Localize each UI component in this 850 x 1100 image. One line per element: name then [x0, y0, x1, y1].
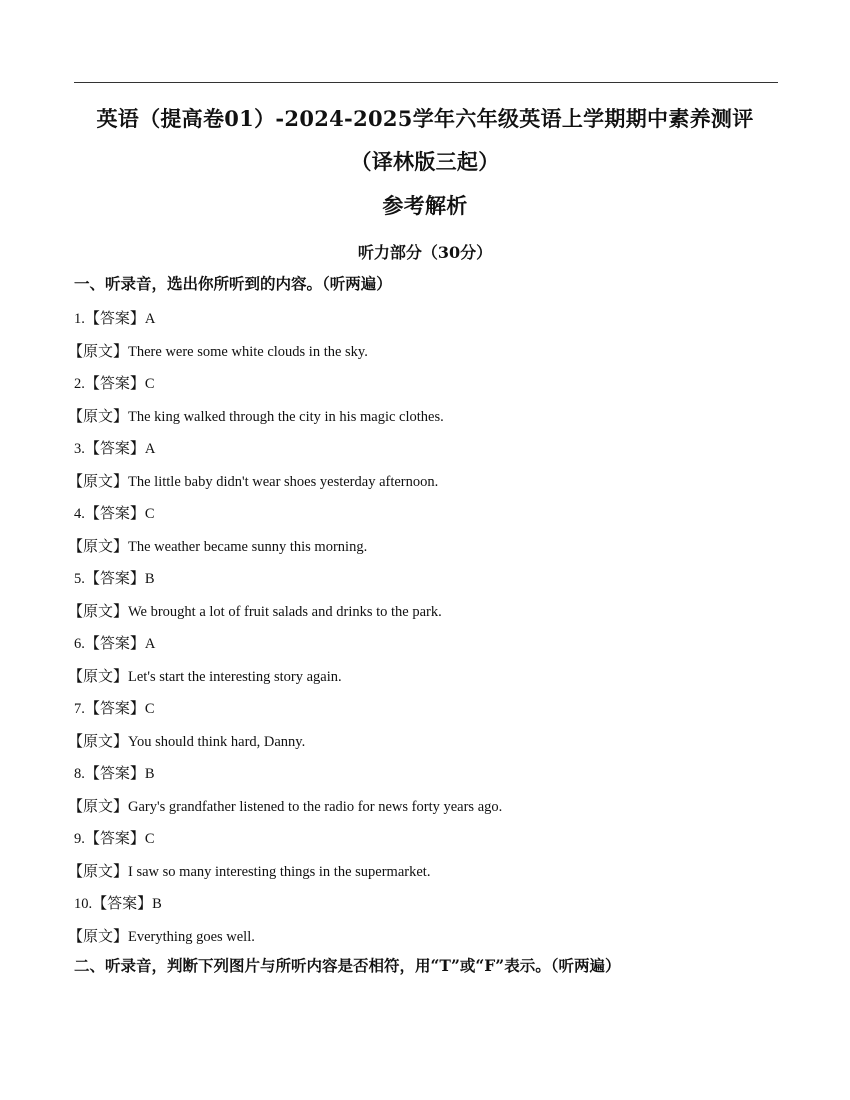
original-row: [68, 858, 778, 891]
answer-value: C: [144, 701, 155, 717]
original-text: Gary's grandfather listened to the radio for news forty years ago.: [128, 798, 503, 815]
header-rule: [74, 82, 778, 83]
item-number: 4.: [74, 506, 85, 522]
answer-row: [74, 500, 778, 533]
answer-list: [68, 305, 778, 955]
doc-subtitle: （译林版三起）: [350, 149, 500, 174]
original-tag: 【原文】: [68, 731, 129, 750]
part1-heading: 一、听录音，选出你所听到的内容。（听两遍）: [74, 274, 392, 293]
original-tag: 【原文】: [68, 471, 129, 490]
answer-value: C: [144, 831, 155, 847]
item-number: 3.: [74, 441, 85, 457]
answer-tag: 【答案】: [84, 374, 145, 392]
original-tag: 【原文】: [68, 926, 129, 945]
answer-value: B: [144, 571, 155, 587]
answer-row: [74, 565, 778, 598]
answer-row: [74, 630, 778, 663]
original-row: [68, 338, 778, 371]
original-text: We brought a lot of fruit salads and drinks to the park.: [128, 603, 442, 620]
answer-tag: 【答案】: [84, 829, 145, 847]
original-text: I saw so many interesting things in the supermarket.: [128, 863, 431, 880]
answer-value: A: [144, 636, 156, 652]
answer-value: A: [144, 441, 156, 457]
original-tag: 【原文】: [68, 601, 129, 620]
answer-tag: 【答案】: [84, 699, 145, 717]
original-row: [68, 403, 778, 436]
answer-row: [74, 695, 778, 728]
answer-value: C: [144, 376, 155, 392]
answer-tag: 【答案】: [84, 309, 145, 327]
original-text: There were some white clouds in the sky.: [128, 343, 368, 360]
answer-row: [74, 825, 778, 858]
original-tag: 【原文】: [68, 406, 129, 425]
original-tag: 【原文】: [68, 666, 129, 685]
doc-answer-key-title: 参考解析: [382, 193, 468, 218]
answer-row: [74, 370, 778, 403]
original-row: [68, 728, 778, 761]
answer-row: [74, 890, 778, 923]
answer-tag: 【答案】: [84, 634, 145, 652]
item-number: 5.: [74, 571, 85, 587]
original-text: The little baby didn't wear shoes yesterday afternoon.: [128, 473, 439, 490]
original-tag: 【原文】: [68, 796, 129, 815]
answer-tag: 【答案】: [92, 894, 153, 912]
answer-row: [74, 760, 778, 793]
answer-tag: 【答案】: [84, 504, 145, 522]
original-row: [68, 793, 778, 826]
original-text: Let's start the interesting story again.: [128, 668, 342, 685]
original-tag: 【原文】: [68, 861, 129, 880]
answer-row: [74, 305, 778, 338]
original-text: Everything goes well.: [128, 928, 255, 945]
answer-tag: 【答案】: [84, 569, 145, 587]
listening-section-title: 听力部分（30分）: [357, 243, 493, 262]
item-number: 1.: [74, 311, 85, 327]
original-row: [68, 598, 778, 631]
original-row: [68, 923, 778, 956]
answer-value: B: [144, 766, 155, 782]
answer-tag: 【答案】: [84, 764, 145, 782]
original-tag: 【原文】: [68, 536, 129, 555]
original-row: [68, 533, 778, 566]
original-text: The king walked through the city in his magic clothes.: [128, 408, 444, 425]
original-tag: 【原文】: [68, 341, 129, 360]
answer-row: [74, 435, 778, 468]
item-number: 10.: [74, 896, 93, 912]
item-number: 9.: [74, 831, 85, 847]
item-number: 2.: [74, 376, 85, 392]
item-number: 8.: [74, 766, 85, 782]
answer-tag: 【答案】: [84, 439, 145, 457]
answer-value: C: [144, 506, 155, 522]
answer-value: A: [144, 311, 156, 327]
part2-heading: 二、听录音，判断下列图片与所听内容是否相符，用“T”或“F”表示。（听两遍）: [74, 956, 621, 975]
original-text: The weather became sunny this morning.: [128, 538, 368, 555]
item-number: 7.: [74, 701, 85, 717]
original-row: [68, 663, 778, 696]
item-number: 6.: [74, 636, 85, 652]
original-text: You should think hard, Danny.: [128, 733, 306, 750]
original-row: [68, 468, 778, 501]
doc-title: 英语（提高卷01）-2024-2025学年六年级英语上学期期中素养测评: [96, 106, 754, 131]
answer-value: B: [152, 896, 162, 912]
